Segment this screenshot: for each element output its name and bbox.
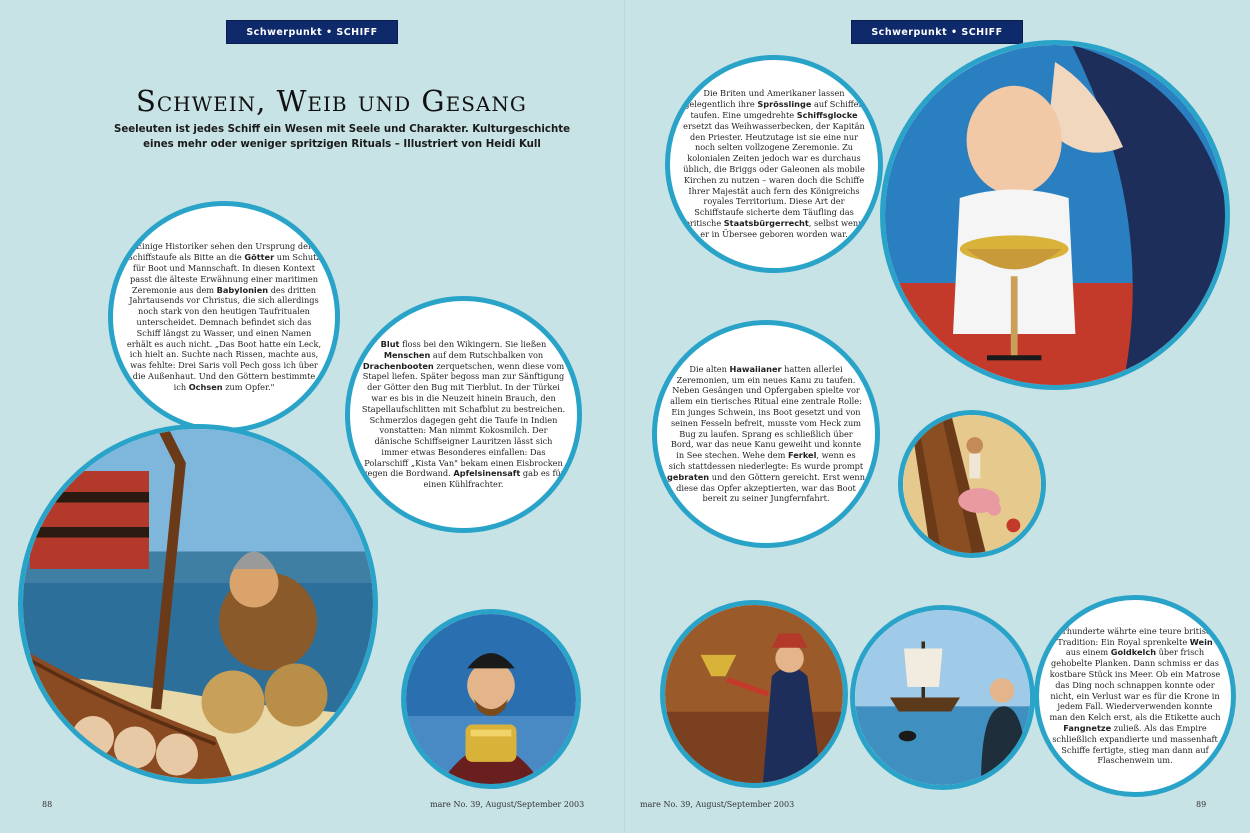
page-number-right: 89 <box>1196 800 1207 809</box>
text-circle-origins <box>108 201 340 433</box>
article-subline: Seeleuten ist jedes Schiff ein Wesen mit Seele und Charakter. Kulturgeschichte eines mehr oder weniger spritzigen Rituals – Illustriert von Heidi Kull <box>114 124 570 150</box>
text-circle-royal-tradition-body: Jahrhunderte währte eine teure britische Tradition: Ein Royal sprenkelte Wein aus einem Goldkelch über frisch gehobelte Planken. Dann schmiss er das kostbare Stück ins Meer. Ob ein Matrose das Ding noch schnappen konnte oder nicht, ein Verlust war es für die Krone in jedem Fall. Wiederverwenden konnte man den Kelch erst, als die Etikette auch Fangnetze zuließ. Als das Empire schließlich expandierte und massenhaft Schiffe fertigte, stieg man dann auf Flaschenwein um. <box>1049 625 1221 766</box>
illustration-viking-ship <box>18 424 378 784</box>
text-circle-britons <box>665 55 883 273</box>
text-circle-vikings-body: Blut floss bei den Wikingern. Sie ließen Menschen auf dem Rutschbalken von Drachenbooten zerquetschen, wenn diese vom Stapel liefen. Später begoss man zur Sänftigung der Götter den Bug mit Tierblut. In der Türkei war es bis in die Neuzeit hinein Brauch, den Stapellaufschlitten mit Schafblut zu bestreichen. Schmerzlos dagegen geht die Taufe in Indien vonstatten: Man nimmt Kokosmilch. Der dänische Schiffseigner Lauritzen lässt sich immer etwas Besonderes einfallen: Das Polarschiff „Kista Van" bekam einen Eisbrocken gegen die Bordwand. Apfelsinensaft gab es für einen Kühlfrachter. <box>361 338 566 490</box>
text-circle-hawaiians <box>652 320 880 548</box>
illustration-pig-canoe <box>898 410 1046 558</box>
text-circle-vikings <box>345 296 582 533</box>
illustration-royal-wine-cup <box>660 600 848 788</box>
section-tag-right: Schwerpunkt • SCHIFF <box>851 20 1023 44</box>
page-gutter <box>624 0 626 833</box>
illustration-galleon-sea <box>850 605 1035 790</box>
page-number-left: 88 <box>42 800 53 809</box>
issue-line-left: mare No. 39, August/September 2003 <box>430 800 585 809</box>
text-circle-origins-body: Einige Historiker sehen den Ursprung der Schiffstaufe als Bitte an die Götter um Schutz für Boot und Mannschaft. In diesen Kontext passt die älteste Erwähnung einer maritimen Zeremonie aus dem Babylonien des dritten Jahrtausends vor Christus, die sich allerdings noch stark von den heutigen Taufritualen unterscheidet. Demnach befindet sich das Schiff längst zu Wasser, und einen Namen erhält es auch nicht. „Das Boot hatte ein Leck, ich hielt an. Suchte nach Rissen, machte aus, was fehlte: Drei Saris voll Pech goss ich über die Außenhaut. Und den Göttern bestimmte ich Ochsen zum Opfer." <box>126 241 322 392</box>
article-headline: Schwein, Weib und Gesang <box>136 84 527 118</box>
section-tag-left: Schwerpunkt • SCHIFF <box>226 20 398 44</box>
illustration-baby-baptism <box>880 40 1230 390</box>
text-circle-britons-body: Die Briten und Amerikaner lassen gelegentlich ihre Sprösslinge auf Schiffen taufen. Eine umgedrehte Schiffsglocke ersetzt das Weihwasserbecken, der Kapitän den Priester. Heutzutage ist sie eine nur noch selten vollzogene Zeremonie. Zu kolonialen Zeiten jedoch war es durchaus üblich, die Briggs oder Galeonen als mobile Kirchen zu nutzen – waren doch die Schiffe Ihrer Majestät auch fern des Königreichs royales Territorium. Diese Art der Schiffstaufe sicherte dem Täufling das britische Staatsbürgerrecht, selbst wenn er in Übersee geboren worden war. <box>683 88 865 239</box>
issue-line-right: mare No. 39, August/September 2003 <box>640 800 795 809</box>
text-circle-hawaiians-body: Die alten Hawaiianer hatten allerlei Zeremonien, um ein neues Kanu zu taufen. Neben Gesängen und Opfergaben spielte vor allem ein tierisches Ritual eine zentrale Rolle: Ein junges Schwein, ins Boot gesetzt und von seinen Fesseln befreit, musste vom Heck zum Bug zu laufen. Sprang es schließlich über Bord, war das neue Kanu geweiht und konnte in See stechen. Wehe dem Ferkel, wenn es sich stattdessen niederlegte: Es wurde prompt gebraten und den Göttern gereicht. Erst wenn diese das Opfer akzeptierten, war das Boot bereit zu seiner Jungfernfahrt. <box>667 363 865 504</box>
text-circle-royal-tradition <box>1034 595 1236 797</box>
illustration-king-gold-cup <box>401 609 581 789</box>
